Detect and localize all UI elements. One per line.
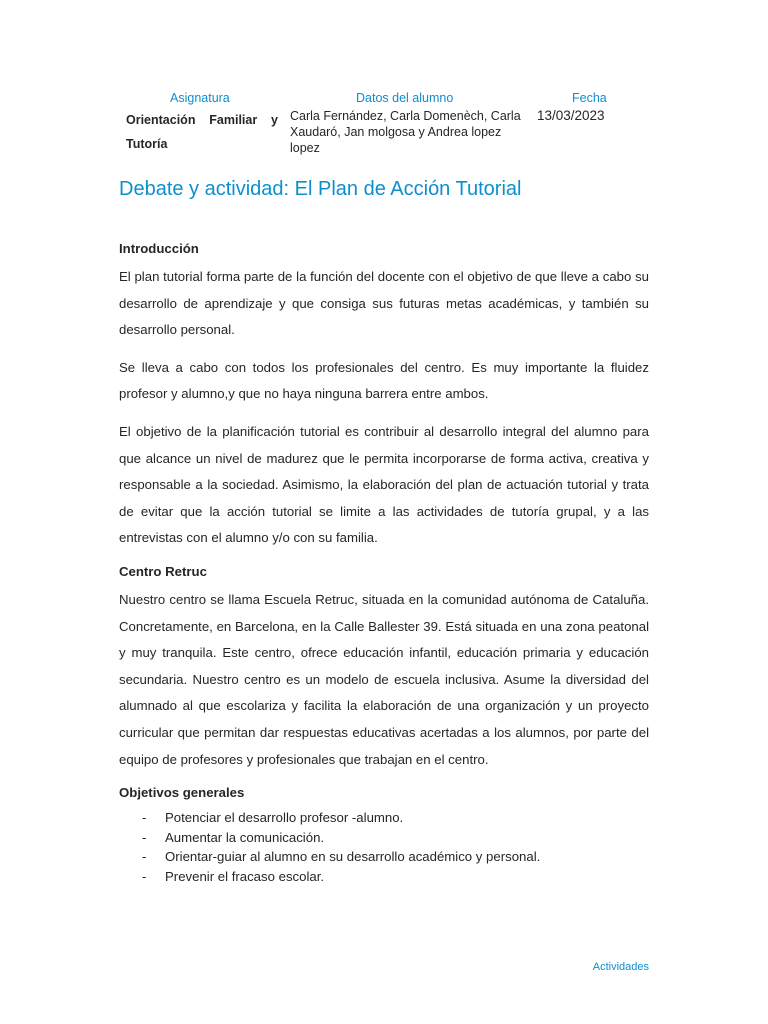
label-asignatura: Asignatura bbox=[170, 91, 230, 105]
list-item bbox=[119, 847, 649, 867]
bullet-dash: - bbox=[142, 849, 147, 865]
bullet-dash: - bbox=[142, 810, 147, 826]
heading-objetivos-generales: Objetivos generales bbox=[119, 785, 245, 801]
list-item bbox=[119, 867, 649, 887]
document-body bbox=[119, 240, 649, 886]
student-names: Carla Fernández, Carla Domenèch, Carla Xaudaró, Jan molgosa y Andrea lopez lopez bbox=[290, 109, 521, 155]
subject-name bbox=[126, 108, 278, 156]
bullet-dash: - bbox=[142, 868, 147, 884]
intro-paragraph-1: El plan tutorial forma parte de la función del docente con el objetivo de que lleve a cabo su desarrollo de aprendizaje y que consiga sus futuras metas académicas, y también su desarrollo personal. bbox=[119, 269, 649, 338]
subject-line-2: Tutoría bbox=[126, 137, 168, 151]
objetivos-list bbox=[119, 808, 649, 886]
heading-introduccion: Introducción bbox=[119, 241, 199, 256]
footer-label: Actividades bbox=[592, 961, 649, 973]
label-fecha: Fecha bbox=[572, 91, 607, 105]
list-item bbox=[119, 828, 649, 848]
list-item bbox=[119, 808, 649, 828]
intro-paragraph-3: El objetivo de la planificación tutorial es contribuir al desarrollo integral del alumno para que alcance un nivel de madurez que le permita incorporarse de forma activa, creativa y responsable a la sociedad. Asimismo, la elaboración del plan de actuación tutorial y trata de evitar que la acción tutorial se limite a las actividades de tutoría grupal, y a las entrevistas con el alumno y/o con su familia. bbox=[119, 423, 649, 546]
intro-paragraph-2: Se lleva a cabo con todos los profesionales del centro. Es muy importante la fluidez profesor y alumno,y que no haya ninguna barrera entre ambos. bbox=[119, 359, 649, 402]
list-item-text: Orientar-guiar al alumno en su desarrollo académico y personal. bbox=[165, 849, 541, 865]
page-title: Debate y actividad: El Plan de Acción Tutorial bbox=[119, 178, 522, 200]
date-value: 13/03/2023 bbox=[537, 108, 605, 123]
list-item-text: Potenciar el desarrollo profesor -alumno. bbox=[165, 810, 404, 826]
bullet-dash: - bbox=[142, 829, 147, 845]
label-datos-alumno: Datos del alumno bbox=[356, 91, 454, 105]
centro-paragraph: Nuestro centro se llama Escuela Retruc, situada en la comunidad autónoma de Cataluña. Concretamente, en Barcelona, en la Calle Ballester 39. Está situada en una zona peatonal y muy tranquila. Este centro, ofrece educación infantil, educación primaria y educación secundaria. Nuestro centro es un modelo de escuela inclusiva. Asume la diversidad del alumnado al que escolariza y facilita la elaboración de una organización y un proyecto curricular que permitan dar respuestas educativas acertadas a los alumnos, por parte del equipo de profesores y profesionales que trabajan en el centro. bbox=[119, 591, 649, 767]
heading-centro-retruc: Centro Retruc bbox=[119, 563, 207, 579]
list-item-text: Prevenir el fracaso escolar. bbox=[165, 868, 325, 884]
document-page bbox=[119, 0, 649, 1024]
list-item-text: Aumentar la comunicación. bbox=[165, 829, 325, 845]
subject-line-1: Orientación Familiar y bbox=[126, 113, 278, 127]
